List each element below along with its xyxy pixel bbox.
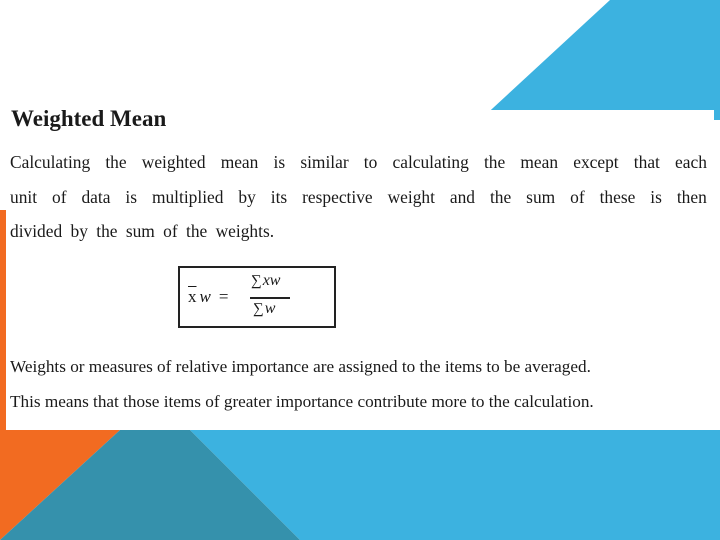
paragraph-1-line-3: divided by the sum of the weights. bbox=[10, 221, 275, 241]
word: respective bbox=[302, 187, 373, 207]
numerator-text: xw bbox=[262, 272, 281, 289]
paragraph-2-line-1: Weights or measures of relative importance are assigned to the items to be averaged. bbox=[10, 357, 591, 376]
paragraph-2-line-2: This means that those items of greater importance contribute more to the calculation. bbox=[10, 392, 594, 411]
content-panel bbox=[6, 106, 714, 430]
word: of bbox=[52, 187, 67, 207]
word: then bbox=[676, 187, 707, 207]
word: by bbox=[238, 187, 256, 207]
formula-w: w bbox=[199, 287, 211, 306]
sigma-symbol: ∑ bbox=[253, 301, 264, 317]
sigma-symbol: ∑ bbox=[251, 273, 262, 289]
formula-equals: = bbox=[218, 287, 229, 306]
word: multiplied bbox=[151, 187, 224, 207]
paragraph-1-line-2 bbox=[10, 189, 707, 206]
word: data bbox=[81, 187, 111, 207]
heading: Weighted Mean bbox=[11, 106, 167, 131]
denominator-text: w bbox=[264, 300, 276, 317]
word: these bbox=[599, 187, 636, 207]
formula-box bbox=[178, 266, 336, 328]
word: of bbox=[570, 187, 585, 207]
word: Calculating bbox=[10, 152, 91, 172]
word: is bbox=[650, 187, 662, 207]
word: mean bbox=[520, 152, 559, 172]
word: weight bbox=[387, 187, 435, 207]
word: each bbox=[675, 152, 707, 172]
word: and bbox=[449, 187, 476, 207]
formula-lhs bbox=[188, 287, 228, 307]
light-blue-corner-shape bbox=[480, 0, 720, 120]
word: the bbox=[483, 152, 506, 172]
word: is bbox=[125, 187, 137, 207]
word: is bbox=[273, 152, 286, 172]
formula-x-bar: $\overline{x}$ bbox=[188, 287, 197, 306]
word: sum bbox=[526, 187, 556, 207]
word: its bbox=[270, 187, 288, 207]
word: mean bbox=[220, 152, 259, 172]
word: the bbox=[489, 187, 512, 207]
formula-denominator bbox=[253, 300, 275, 318]
word: similar bbox=[300, 152, 349, 172]
word: unit bbox=[10, 187, 38, 207]
word: to bbox=[363, 152, 378, 172]
word: calculating bbox=[392, 152, 469, 172]
formula-numerator bbox=[251, 272, 280, 290]
fraction-bar bbox=[250, 297, 290, 299]
word: that bbox=[633, 152, 660, 172]
paragraph-1-line-1 bbox=[10, 154, 707, 171]
word: weighted bbox=[141, 152, 206, 172]
word: the bbox=[105, 152, 127, 172]
word: except bbox=[573, 152, 619, 172]
